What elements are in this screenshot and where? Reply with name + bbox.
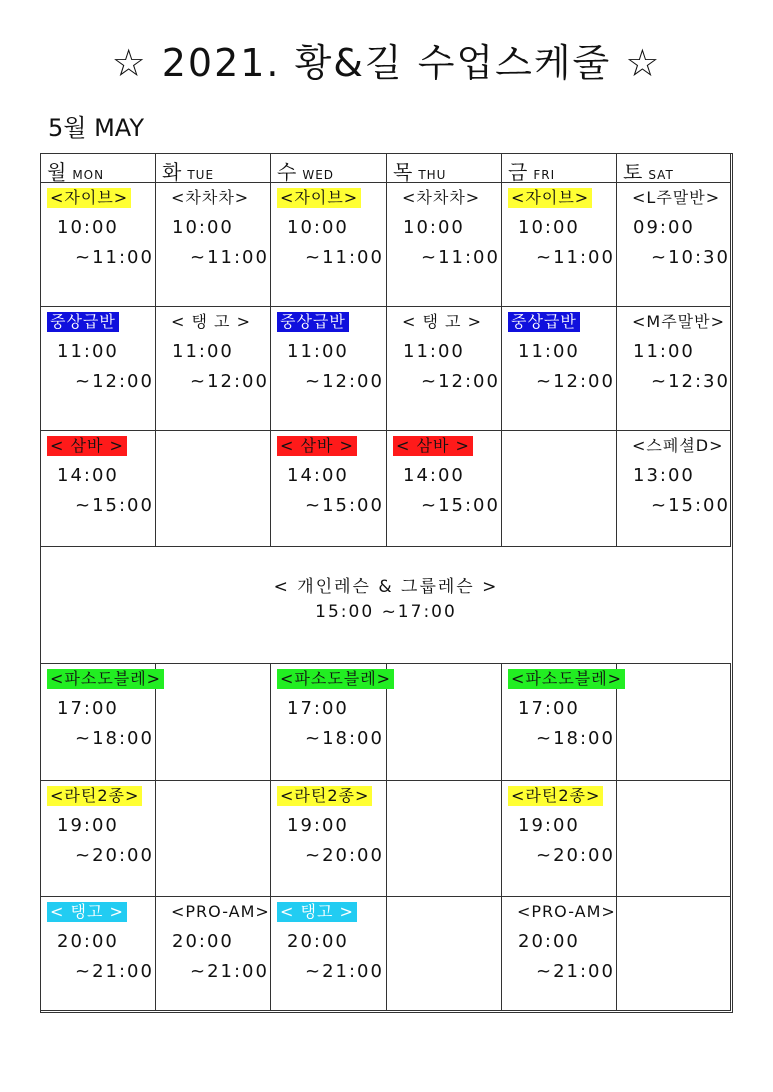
end-time: ~11:00	[305, 247, 384, 268]
schedule-cell	[156, 307, 271, 431]
start-time: 10:00	[518, 217, 580, 238]
start-time: 19:00	[57, 815, 119, 836]
schedule-cell	[502, 183, 617, 307]
class-name: <자이브>	[277, 188, 361, 208]
schedule-cell	[156, 431, 271, 547]
end-time: ~21:00	[536, 961, 615, 982]
class-name: <차차차>	[171, 188, 250, 207]
end-time: ~21:00	[190, 961, 269, 982]
schedule-cell	[41, 664, 162, 781]
class-name: < 삼바 >	[277, 436, 357, 456]
day-header-mon	[41, 154, 156, 183]
end-time: ~20:00	[75, 845, 154, 866]
start-time: 11:00	[518, 341, 580, 362]
day-english: TUE	[187, 168, 215, 182]
end-time: ~12:30	[651, 371, 730, 392]
class-name: 중상급반	[277, 312, 349, 332]
start-time: 20:00	[287, 931, 349, 952]
end-time: ~12:00	[190, 371, 269, 392]
day-english: MON	[72, 168, 105, 182]
class-name: <파소도블레>	[508, 669, 625, 689]
class-name: < 탱 고 >	[402, 312, 482, 331]
end-time: ~18:00	[75, 728, 154, 749]
lesson-band	[41, 547, 731, 664]
schedule-cell	[387, 781, 502, 897]
start-time: 14:00	[403, 465, 465, 486]
schedule-cell	[271, 781, 387, 897]
schedule-cell	[387, 183, 502, 307]
class-name: <L주말반>	[632, 188, 721, 207]
start-time: 11:00	[172, 341, 234, 362]
end-time: ~18:00	[536, 728, 615, 749]
start-time: 14:00	[287, 465, 349, 486]
start-time: 10:00	[172, 217, 234, 238]
end-time: ~11:00	[190, 247, 269, 268]
schedule-cell	[387, 664, 502, 781]
schedule-cell	[617, 781, 731, 897]
start-time: 10:00	[403, 217, 465, 238]
schedule-cell	[271, 307, 387, 431]
schedule-cell	[617, 897, 731, 1011]
start-time: 19:00	[287, 815, 349, 836]
end-time: ~20:00	[305, 845, 384, 866]
lesson-band-time: 15:00 ~17:00	[315, 602, 457, 622]
end-time: ~10:30	[651, 247, 730, 268]
schedule-cell	[502, 664, 623, 781]
class-name: <파소도블레>	[277, 669, 394, 689]
class-name: 중상급반	[508, 312, 580, 332]
start-time: 10:00	[287, 217, 349, 238]
class-name: < 탱고 >	[277, 902, 357, 922]
schedule-cell	[617, 431, 731, 547]
class-name: < 탱 고 >	[171, 312, 251, 331]
day-korean: 화	[162, 160, 182, 184]
schedule-cell	[502, 431, 617, 547]
schedule-cell	[271, 431, 387, 547]
start-time: 10:00	[57, 217, 119, 238]
month-label: 5월 MAY	[48, 114, 145, 142]
schedule-table	[40, 153, 733, 1013]
schedule-cell	[41, 431, 156, 547]
end-time: ~18:00	[305, 728, 384, 749]
schedule-cell	[387, 897, 502, 1011]
class-name: <차차차>	[402, 188, 481, 207]
schedule-cell	[387, 307, 502, 431]
end-time: ~12:00	[75, 371, 154, 392]
end-time: ~12:00	[305, 371, 384, 392]
day-header-wed	[271, 154, 387, 183]
end-time: ~15:00	[305, 495, 384, 516]
day-korean: 월	[47, 160, 67, 184]
start-time: 09:00	[633, 217, 695, 238]
schedule-cell	[41, 307, 156, 431]
schedule-cell	[502, 897, 617, 1011]
page-title: ☆ 2021. 황&길 수업스케줄 ☆	[111, 41, 662, 85]
start-time: 17:00	[518, 698, 580, 719]
start-time: 20:00	[57, 931, 119, 952]
lesson-band-title: < 개인레슨 & 그룹레슨 >	[273, 577, 499, 597]
day-english: SAT	[648, 168, 674, 182]
class-name: <M주말반>	[632, 312, 725, 331]
schedule-cell	[41, 781, 156, 897]
day-korean: 수	[277, 160, 297, 184]
class-name: 중상급반	[47, 312, 119, 332]
start-time: 14:00	[57, 465, 119, 486]
schedule-cell	[156, 781, 271, 897]
start-time: 13:00	[633, 465, 695, 486]
day-korean: 금	[508, 160, 528, 184]
end-time: ~12:00	[421, 371, 500, 392]
end-time: ~21:00	[75, 961, 154, 982]
schedule-cell	[617, 664, 731, 781]
end-time: ~11:00	[536, 247, 615, 268]
end-time: ~20:00	[536, 845, 615, 866]
day-header-sat	[617, 154, 731, 183]
schedule-cell	[271, 664, 392, 781]
day-header-tue	[156, 154, 271, 183]
end-time: ~12:00	[536, 371, 615, 392]
day-korean: 토	[623, 160, 643, 184]
class-name: <라틴2종>	[47, 786, 142, 806]
schedule-cell	[156, 183, 271, 307]
class-name: <라틴2종>	[277, 786, 372, 806]
class-name: < 삼바 >	[47, 436, 127, 456]
day-korean: 목	[393, 160, 413, 184]
end-time: ~15:00	[651, 495, 730, 516]
end-time: ~11:00	[75, 247, 154, 268]
end-time: ~11:00	[421, 247, 500, 268]
end-time: ~21:00	[305, 961, 384, 982]
class-name: <스페셜D>	[632, 436, 724, 455]
end-time: ~15:00	[421, 495, 500, 516]
start-time: 19:00	[518, 815, 580, 836]
schedule-cell	[41, 897, 156, 1011]
start-time: 17:00	[287, 698, 349, 719]
day-english: FRI	[533, 168, 556, 182]
class-name: <PRO-AM>	[517, 902, 616, 921]
class-name: <라틴2종>	[508, 786, 603, 806]
schedule-cell	[156, 897, 271, 1011]
start-time: 11:00	[57, 341, 119, 362]
start-time: 20:00	[172, 931, 234, 952]
class-name: <PRO-AM>	[171, 902, 270, 921]
schedule-cell	[41, 183, 156, 307]
schedule-cell	[617, 183, 731, 307]
class-name: <파소도블레>	[47, 669, 164, 689]
day-header-thu	[387, 154, 502, 183]
schedule-cell	[271, 897, 387, 1011]
schedule-cell	[617, 307, 731, 431]
schedule-cell	[502, 781, 617, 897]
end-time: ~15:00	[75, 495, 154, 516]
start-time: 11:00	[287, 341, 349, 362]
class-name: < 탱고 >	[47, 902, 127, 922]
day-header-fri	[502, 154, 617, 183]
start-time: 20:00	[518, 931, 580, 952]
class-name: <자이브>	[508, 188, 592, 208]
schedule-cell	[502, 307, 617, 431]
class-name: <자이브>	[47, 188, 131, 208]
start-time: 11:00	[403, 341, 465, 362]
schedule-cell	[271, 183, 387, 307]
start-time: 17:00	[57, 698, 119, 719]
day-english: THU	[418, 168, 447, 182]
day-english: WED	[302, 168, 335, 182]
start-time: 11:00	[633, 341, 695, 362]
schedule-cell	[156, 664, 271, 781]
class-name: < 삼바 >	[393, 436, 473, 456]
schedule-cell	[387, 431, 502, 547]
